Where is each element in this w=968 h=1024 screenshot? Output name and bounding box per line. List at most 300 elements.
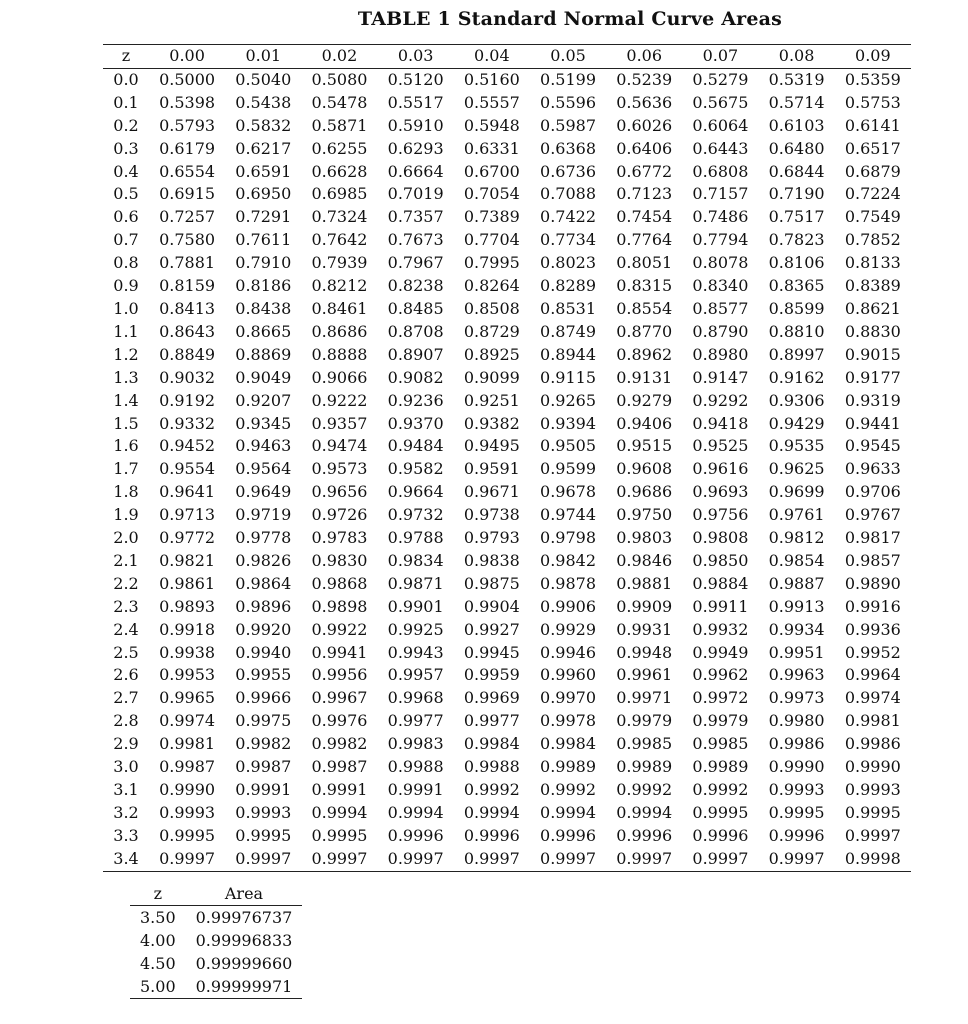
main-area-cell: 0.8643 [159,321,216,341]
main-area-cell: 0.9582 [387,459,444,479]
table-row [103,321,911,344]
main-area-cell: 0.8621 [844,298,901,318]
main-area-cell: 0.5517 [387,92,444,112]
main-area-cell: 0.7580 [159,230,216,250]
main-area-cell: 0.9940 [235,642,292,662]
main-area-cell: 0.9719 [235,505,292,525]
main-area-cell: 0.9793 [463,528,520,548]
main-area-cell: 0.9938 [159,642,216,662]
main-area-cell: 0.8413 [159,298,216,318]
main-area-cell: 0.9671 [463,482,520,502]
main-z-cell: 0.6 [113,207,139,227]
main-area-cell: 0.9573 [311,459,368,479]
main-area-cell: 0.9901 [387,596,444,616]
main-area-cell: 0.9032 [159,367,216,387]
main-area-cell: 0.5596 [540,92,597,112]
main-area-cell: 0.8212 [311,276,368,296]
main-header-cell: 0.02 [321,46,358,65]
main-area-cell: 0.9890 [844,573,901,593]
main-area-cell: 0.9949 [692,642,749,662]
main-area-cell: 0.8925 [463,344,520,364]
main-area-cell: 0.9761 [768,505,825,525]
table-title-text: TABLE 1 Standard Normal Curve Areas [357,8,783,30]
table-row [103,298,911,321]
main-area-cell: 0.6255 [311,138,368,158]
main-area-cell: 0.9904 [463,596,520,616]
main-z-cell: 2.8 [113,711,139,731]
main-area-cell: 0.9463 [235,436,292,456]
main-area-cell: 0.6879 [844,161,901,181]
main-area-cell: 0.9192 [159,390,216,410]
main-area-cell: 0.9656 [311,482,368,502]
main-z-cell: 1.1 [113,321,139,341]
main-area-cell: 0.9934 [768,619,825,639]
main-z-cell: 2.5 [113,642,139,662]
main-area-cell: 0.9484 [387,436,444,456]
main-area-cell: 0.9969 [463,688,520,708]
main-area-cell: 0.8749 [540,321,597,341]
ext-area-cell: 0.99999971 [195,977,293,996]
ext-z-cell: 4.00 [140,931,176,950]
main-area-cell: 0.9616 [692,459,749,479]
main-area-cell: 0.9817 [844,528,901,548]
table-row [103,848,911,871]
main-z-cell: 3.2 [113,802,139,822]
table-row [103,367,911,390]
main-area-cell: 0.6141 [844,115,901,135]
main-area-cell: 0.9319 [844,390,901,410]
table-row [103,252,911,275]
main-area-cell: 0.9756 [692,505,749,525]
table-row [103,344,911,367]
main-area-cell: 0.9131 [616,367,673,387]
main-area-cell: 0.9990 [159,780,216,799]
main-area-cell: 0.9981 [159,734,216,754]
main-area-cell: 0.8133 [844,253,901,273]
main-area-cell: 0.9968 [387,688,444,708]
main-area-cell: 0.9881 [616,573,673,593]
table-row [103,573,911,596]
main-area-cell: 0.7704 [463,230,520,250]
main-area-cell: 0.9884 [692,573,749,593]
main-area-cell: 0.9429 [768,413,825,433]
main-area-cell: 0.9686 [616,482,673,502]
main-z-cell: 2.0 [113,528,139,548]
main-area-cell: 0.6736 [540,161,597,181]
ext-z-cell: 4.50 [140,954,176,973]
main-area-cell: 0.9971 [616,688,673,708]
main-area-cell: 0.8869 [235,344,292,364]
main-area-cell: 0.5438 [235,92,292,112]
main-area-cell: 0.9996 [540,825,597,845]
main-area-cell: 0.5398 [159,92,216,112]
main-area-cell: 0.9495 [463,436,520,456]
main-area-cell: 0.7995 [463,253,520,273]
main-area-cell: 0.9803 [616,528,673,548]
table-row [103,687,911,710]
main-area-cell: 0.9875 [463,573,520,593]
main-area-cell: 0.7549 [844,207,901,227]
table-row [103,802,911,825]
table-row [103,275,911,298]
main-area-cell: 0.7642 [311,230,368,250]
main-area-cell: 0.9981 [844,711,901,731]
main-area-cell: 0.9778 [235,528,292,548]
main-area-cell: 0.9846 [616,550,673,570]
table-row [130,906,302,930]
main-area-cell: 0.9783 [311,528,368,548]
main-header-cell: 0.06 [626,46,663,65]
main-area-cell: 0.9995 [768,802,825,822]
main-area-cell: 0.5359 [844,69,901,89]
main-area-cell: 0.6406 [616,138,673,158]
main-area-cell: 0.8365 [768,276,825,296]
main-area-cell: 0.9554 [159,459,216,479]
main-z-cell: 2.4 [113,619,139,639]
main-area-cell: 0.9997 [616,848,673,868]
main-area-cell: 0.6950 [235,184,292,204]
main-z-cell: 0.5 [113,184,139,204]
main-area-cell: 0.6664 [387,161,444,181]
main-area-cell: 0.5832 [235,115,292,135]
ext-header-cell: z [153,884,163,903]
main-area-cell: 0.5120 [387,69,444,89]
main-area-cell: 0.9726 [311,505,368,525]
main-z-cell: 2.2 [113,573,139,593]
main-area-cell: 0.9997 [463,848,520,868]
main-area-cell: 0.9932 [692,619,749,639]
table-row [103,619,911,642]
main-area-cell: 0.8810 [768,321,825,341]
main-area-cell: 0.9997 [235,848,292,868]
main-area-cell: 0.9994 [311,802,368,822]
main-area-cell: 0.9988 [387,757,444,777]
main-area-cell: 0.9732 [387,505,444,525]
main-area-cell: 0.6480 [768,138,825,158]
table-row [103,138,911,161]
main-z-cell: 1.5 [113,413,139,433]
main-area-cell: 0.8389 [844,276,901,296]
main-area-cell: 0.9608 [616,459,673,479]
main-area-cell: 0.7852 [844,230,901,250]
main-area-cell: 0.9995 [235,825,292,845]
main-area-cell: 0.9996 [692,825,749,845]
main-area-cell: 0.8186 [235,276,292,296]
table-row [103,413,911,436]
main-area-cell: 0.7517 [768,207,825,227]
main-area-cell: 0.6331 [463,138,520,158]
main-area-cell: 0.7324 [311,207,368,227]
table-row [103,779,911,802]
main-area-cell: 0.9738 [463,505,520,525]
ext-area-cell: 0.99976737 [195,908,293,927]
main-area-cell: 0.7794 [692,230,749,250]
main-area-cell: 0.9977 [463,711,520,731]
main-area-cell: 0.7611 [235,230,292,250]
main-area-cell: 0.9995 [692,802,749,822]
main-area-cell: 0.9993 [844,780,901,799]
main-area-cell: 0.9995 [844,802,901,822]
table-row [103,115,911,138]
main-area-cell: 0.9927 [463,619,520,639]
main-z-cell: 1.8 [113,482,139,502]
main-area-cell: 0.9788 [387,528,444,548]
main-area-cell: 0.9868 [311,573,368,593]
main-area-cell: 0.6517 [844,138,901,158]
main-area-cell: 0.9960 [540,665,597,685]
main-area-cell: 0.6554 [159,161,216,181]
main-header-cell: 0.00 [169,46,205,65]
main-area-cell: 0.9990 [768,757,825,777]
table-row [103,92,911,115]
main-area-cell: 0.9916 [844,596,901,616]
main-area-cell: 0.9996 [616,825,673,845]
main-area-cell: 0.9997 [844,825,901,845]
main-area-cell: 0.7224 [844,184,901,204]
main-area-cell: 0.9370 [387,413,444,433]
main-area-cell: 0.6985 [311,184,368,204]
table-row [103,733,911,756]
main-area-cell: 0.9952 [844,642,901,662]
main-area-cell: 0.9861 [159,573,216,593]
main-area-cell: 0.8962 [616,344,673,364]
table-row [103,206,911,229]
main-area-cell: 0.7454 [616,207,673,227]
main-area-cell: 0.5160 [463,69,520,89]
main-area-cell: 0.9591 [463,459,520,479]
main-area-cell: 0.9987 [235,757,292,777]
main-header-cell: 0.07 [702,46,739,65]
main-area-cell: 0.9699 [768,482,825,502]
main-area-cell: 0.6591 [235,161,292,181]
main-area-cell: 0.9989 [692,757,749,777]
main-area-cell: 0.9992 [540,780,597,799]
main-area-cell: 0.9959 [463,665,520,685]
main-z-cell: 0.9 [113,276,139,296]
main-area-cell: 0.8944 [540,344,597,364]
main-area-cell: 0.9957 [387,665,444,685]
main-area-cell: 0.8159 [159,276,216,296]
main-area-cell: 0.9649 [235,482,292,502]
main-area-cell: 0.9965 [159,688,216,708]
main-area-cell: 0.9985 [692,734,749,754]
main-area-cell: 0.9991 [311,780,368,799]
main-area-cell: 0.9641 [159,482,216,502]
main-area-cell: 0.9943 [387,642,444,662]
main-area-cell: 0.8770 [616,321,673,341]
main-area-cell: 0.8907 [387,344,444,364]
main-area-cell: 0.9991 [235,780,292,799]
main-area-cell: 0.9857 [844,550,901,570]
main-area-cell: 0.8485 [387,298,444,318]
main-area-cell: 0.7764 [616,230,673,250]
main-area-cell: 0.9993 [235,802,292,822]
main-area-cell: 0.9989 [616,757,673,777]
main-area-cell: 0.9207 [235,390,292,410]
main-area-cell: 0.9963 [768,665,825,685]
main-area-cell: 0.9998 [844,848,901,868]
main-area-cell: 0.5871 [311,115,368,135]
main-area-cell: 0.9706 [844,482,901,502]
table-row [130,929,302,952]
normal-curve-table-header [103,45,911,69]
table-row [103,756,911,779]
main-z-cell: 2.6 [113,665,139,685]
main-header-cell: 0.08 [778,46,815,65]
ext-header-cell: Area [224,884,264,903]
main-area-cell: 0.9931 [616,619,673,639]
main-area-cell: 0.9564 [235,459,292,479]
main-z-cell: 3.3 [113,825,139,845]
table-row [130,975,302,999]
main-area-cell: 0.9474 [311,436,368,456]
main-area-cell: 0.9842 [540,550,597,570]
main-area-cell: 0.9920 [235,619,292,639]
main-area-cell: 0.9979 [692,711,749,731]
main-area-cell: 0.9993 [768,780,825,799]
main-area-cell: 0.7673 [387,230,444,250]
main-area-cell: 0.9929 [540,619,597,639]
main-area-cell: 0.9772 [159,528,216,548]
main-area-cell: 0.9941 [311,642,368,662]
main-z-cell: 1.2 [113,344,139,364]
main-z-cell: 1.6 [113,436,139,456]
main-area-cell: 0.9292 [692,390,749,410]
main-area-cell: 0.9115 [540,367,597,387]
main-area-cell: 0.9525 [692,436,749,456]
main-area-cell: 0.5478 [311,92,368,112]
main-z-cell: 3.4 [113,848,139,868]
main-area-cell: 0.8238 [387,276,444,296]
main-area-cell: 0.9871 [387,573,444,593]
main-area-cell: 0.8531 [540,298,597,318]
table-row [103,527,911,550]
main-z-cell: 2.9 [113,734,139,754]
main-area-cell: 0.9744 [540,505,597,525]
main-area-cell: 0.9992 [463,780,520,799]
main-area-cell: 0.5675 [692,92,749,112]
main-area-cell: 0.9966 [235,688,292,708]
main-area-cell: 0.9306 [768,390,825,410]
main-area-cell: 0.9997 [692,848,749,868]
main-area-cell: 0.9972 [692,688,749,708]
main-z-cell: 0.3 [113,138,139,158]
main-area-cell: 0.8980 [692,344,749,364]
main-area-cell: 0.9838 [463,550,520,570]
main-area-cell: 0.9162 [768,367,825,387]
main-area-cell: 0.8340 [692,276,749,296]
main-area-cell: 0.9066 [311,367,368,387]
main-area-cell: 0.9974 [159,711,216,731]
main-area-cell: 0.6368 [540,138,597,158]
main-area-cell: 0.6700 [463,161,520,181]
main-area-cell: 0.9279 [616,390,673,410]
main-area-cell: 0.9975 [235,711,292,731]
table-row [103,161,911,184]
table-row [103,710,911,733]
main-area-cell: 0.9996 [387,825,444,845]
table-row [103,183,911,206]
main-area-cell: 0.9978 [540,711,597,731]
main-area-cell: 0.9452 [159,436,216,456]
main-z-cell: 2.1 [113,550,139,570]
main-area-cell: 0.5239 [616,69,673,89]
main-area-cell: 0.9357 [311,413,368,433]
main-area-cell: 0.9993 [159,802,216,822]
main-area-cell: 0.9664 [387,482,444,502]
main-area-cell: 0.9955 [235,665,292,685]
main-area-cell: 0.7389 [463,207,520,227]
main-area-cell: 0.9911 [692,596,749,616]
main-area-cell: 0.9909 [616,596,673,616]
main-area-cell: 0.7422 [540,207,597,227]
main-area-cell: 0.6443 [692,138,749,158]
main-area-cell: 0.7734 [540,230,597,250]
main-area-cell: 0.9382 [463,413,520,433]
main-area-cell: 0.6179 [159,138,216,158]
main-area-cell: 0.9678 [540,482,597,502]
main-header-cell: 0.05 [550,46,586,65]
main-z-cell: 2.3 [113,596,139,616]
main-area-cell: 0.7019 [387,184,444,204]
main-area-cell: 0.9974 [844,688,901,708]
main-area-cell: 0.9049 [235,367,292,387]
main-area-cell: 0.8264 [463,276,520,296]
main-area-cell: 0.9995 [159,825,216,845]
main-area-cell: 0.9953 [159,665,216,685]
main-area-cell: 0.9082 [387,367,444,387]
main-area-cell: 0.9982 [235,734,292,754]
main-area-cell: 0.8554 [616,298,673,318]
table-row [103,504,911,527]
main-area-cell: 0.8686 [311,321,368,341]
main-area-cell: 0.9906 [540,596,597,616]
main-area-cell: 0.6628 [311,161,368,181]
main-area-cell: 0.9990 [844,757,901,777]
main-area-cell: 0.9798 [540,528,597,548]
main-area-cell: 0.9970 [540,688,597,708]
main-area-cell: 0.8790 [692,321,749,341]
main-area-cell: 0.7486 [692,207,749,227]
header-row [103,45,911,69]
main-area-cell: 0.9956 [311,665,368,685]
main-area-cell: 0.9979 [616,711,673,731]
main-area-cell: 0.5987 [540,115,597,135]
main-area-cell: 0.6844 [768,161,825,181]
main-area-cell: 0.9808 [692,528,749,548]
main-area-cell: 0.9821 [159,550,216,570]
extended-z-table-body [130,906,302,999]
main-z-cell: 0.4 [113,161,139,181]
main-area-cell: 0.7054 [463,184,520,204]
main-area-cell: 0.9992 [616,780,673,799]
main-area-cell: 0.9925 [387,619,444,639]
main-area-cell: 0.9826 [235,550,292,570]
table-row [103,550,911,573]
ext-z-cell: 3.50 [140,908,176,927]
table-row [103,642,911,665]
main-area-cell: 0.9948 [616,642,673,662]
main-area-cell: 0.8508 [463,298,520,318]
main-area-cell: 0.8888 [311,344,368,364]
main-area-cell: 0.9986 [844,734,901,754]
main-area-cell: 0.7881 [159,253,216,273]
main-header-cell: 0.03 [397,46,434,65]
main-area-cell: 0.9713 [159,505,216,525]
main-area-cell: 0.5948 [463,115,520,135]
main-area-cell: 0.9962 [692,665,749,685]
main-area-cell: 0.9345 [235,413,292,433]
